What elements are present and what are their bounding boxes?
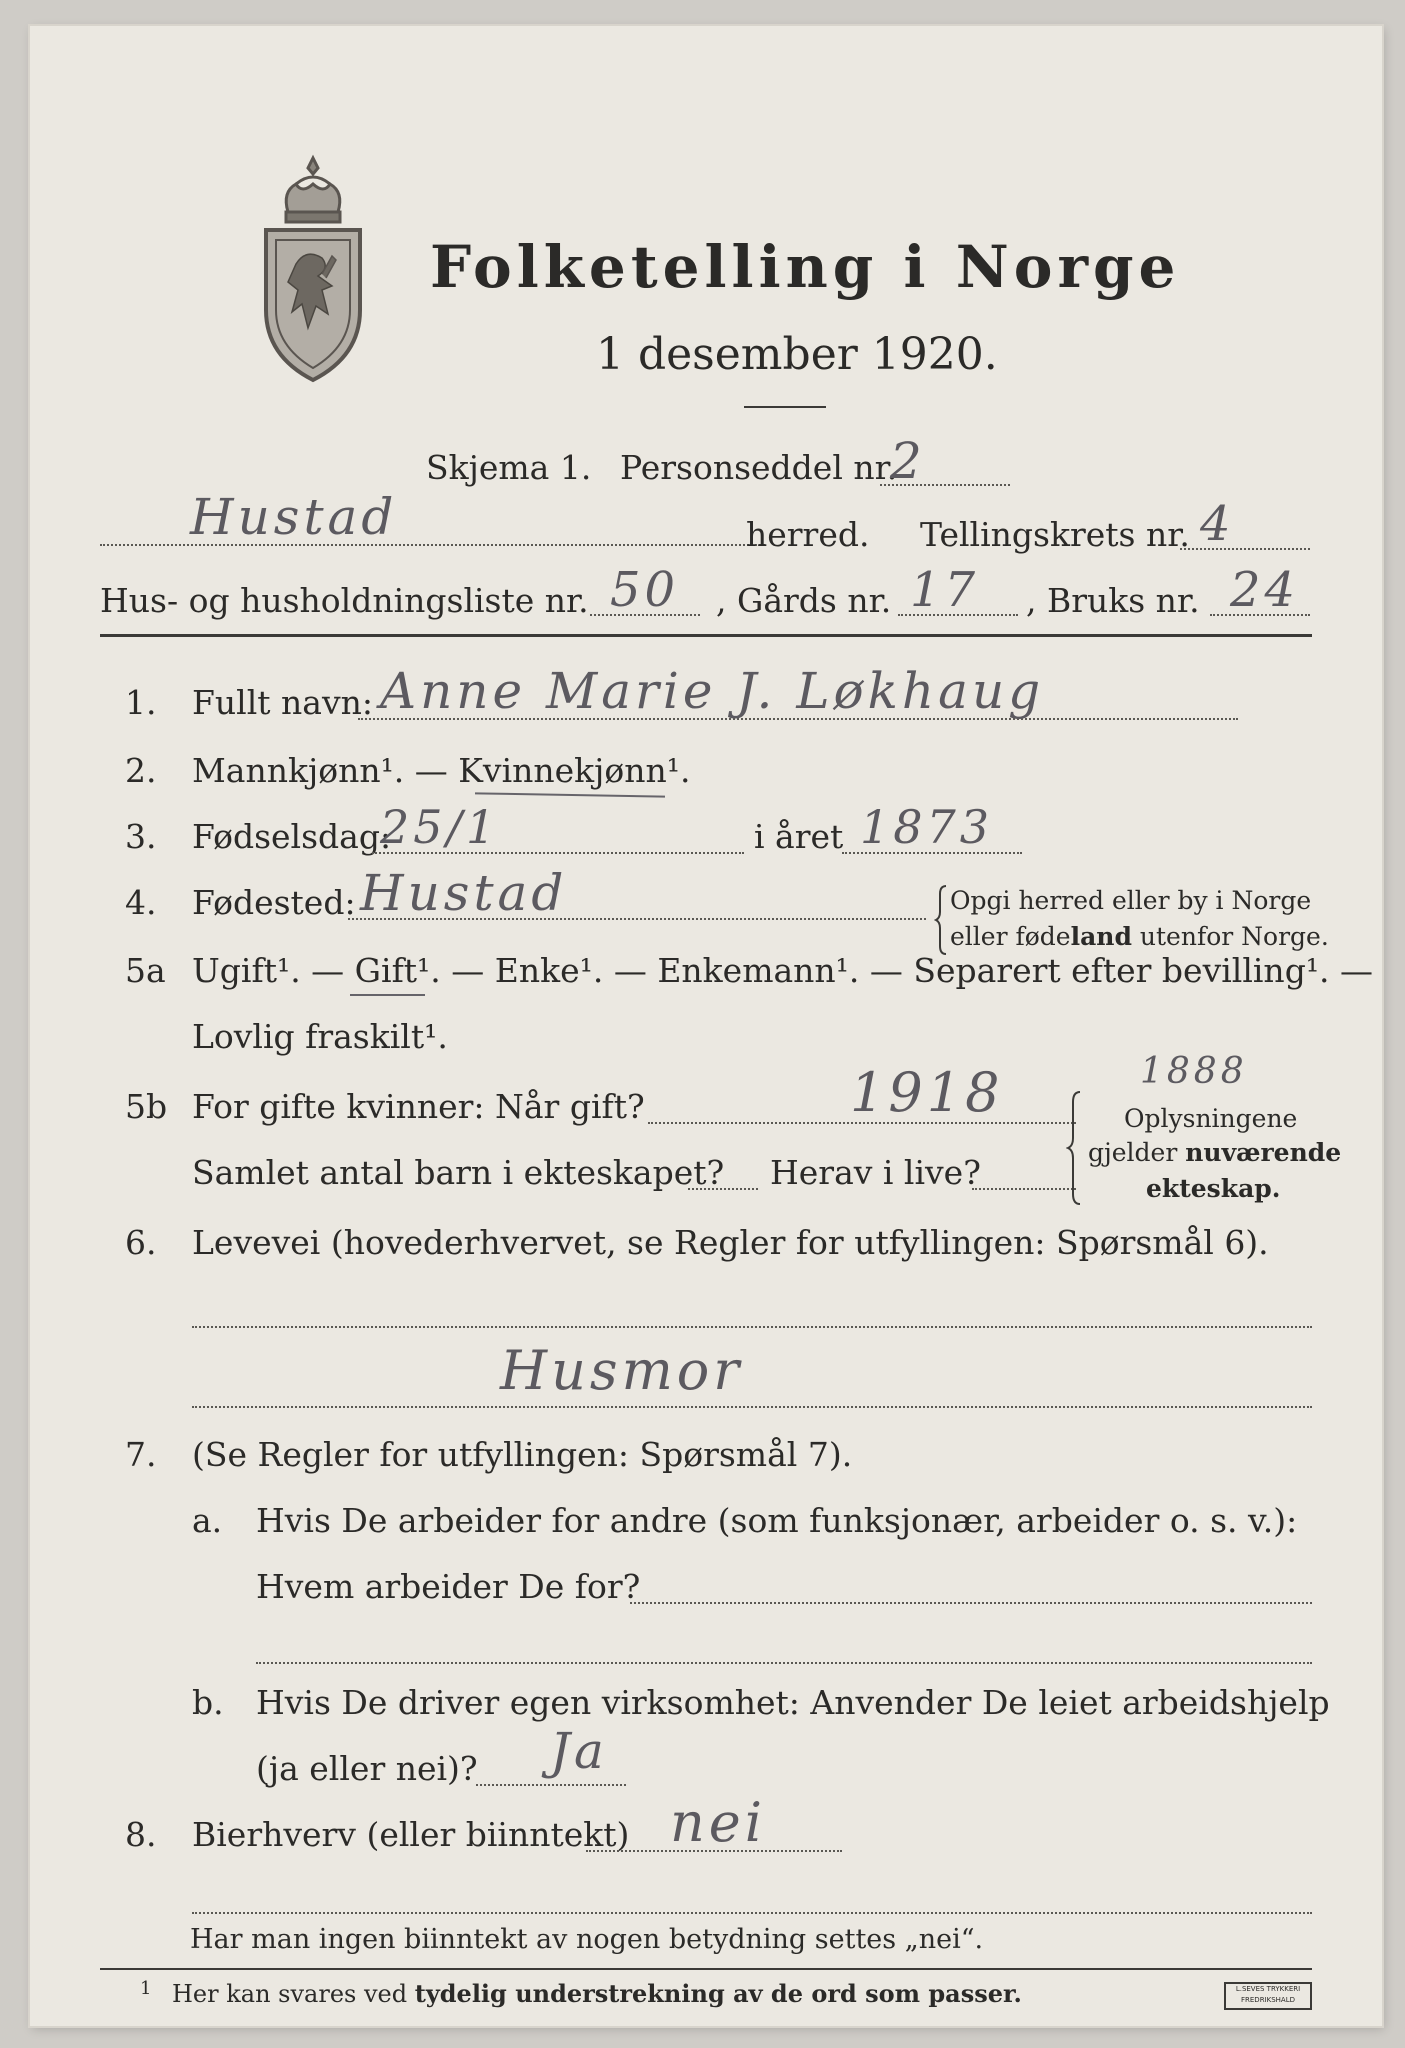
- husholdning-value[interactable]: 50: [610, 562, 680, 618]
- herred-value[interactable]: Hustad: [190, 488, 398, 546]
- tellingskrets-label: Tellingskrets nr.: [920, 515, 1190, 554]
- q4-note-line2: eller fødeland utenfor Norge.: [950, 922, 1329, 951]
- q4-label: Fødested:: [192, 883, 356, 922]
- bruks-value[interactable]: 24: [1230, 562, 1300, 618]
- q1-number: 1.: [125, 683, 157, 722]
- footnote-rule: [100, 1968, 1312, 1970]
- personseddel-value[interactable]: 2: [890, 432, 926, 490]
- q3-number: 3.: [125, 817, 157, 856]
- header-divider: [100, 634, 1312, 637]
- q5b-note-line1: Oplysningene: [1124, 1104, 1298, 1133]
- q7a-line2: Hvem arbeider De for?: [256, 1567, 641, 1606]
- tellingskrets-value[interactable]: 4: [1200, 496, 1235, 552]
- q4-number: 4.: [125, 883, 157, 922]
- gift-underline: [350, 994, 425, 996]
- q7b-number: b.: [192, 1683, 224, 1722]
- q5b-children-label: Samlet antal barn i ekteskapet?: [192, 1153, 725, 1192]
- q8-label: Bierhverv (eller biinntekt): [192, 1815, 630, 1854]
- q2-number: 2.: [125, 751, 157, 790]
- q1-label: Fullt navn:: [192, 683, 373, 722]
- birth-year-value[interactable]: 1873: [860, 800, 994, 854]
- gards-value[interactable]: 17: [910, 562, 980, 618]
- birthplace-value[interactable]: Hustad: [360, 864, 568, 922]
- marriage-year-value[interactable]: 1918: [850, 1061, 1004, 1124]
- husholdning-label: Hus- og husholdningsliste nr.: [100, 581, 589, 620]
- q5a-number: 5a: [125, 951, 166, 990]
- kvinnekjonn-underline: [475, 792, 665, 797]
- norway-coat-of-arms-icon: [258, 154, 368, 384]
- full-name-value[interactable]: Anne Marie J. Løkhaug: [380, 662, 1045, 720]
- q7a-line1: Hvis De arbeider for andre (som funksjonær, arbeider o. s. v.):: [256, 1501, 1298, 1540]
- q7a-number: a.: [192, 1501, 223, 1540]
- q4-note-line1: Opgi herred eller by i Norge: [950, 886, 1312, 915]
- nei-note: Har man ingen biinntekt av nogen betydning settes „nei“.: [190, 1924, 984, 1955]
- hired-help-value[interactable]: Ja: [550, 1722, 608, 1780]
- marital-status-options-2: Lovlig fraskilt¹.: [192, 1017, 448, 1056]
- year-label: i året: [754, 817, 844, 856]
- q8-number: 8.: [125, 1815, 157, 1854]
- q6-number: 6.: [125, 1223, 157, 1262]
- q6-label: Levevei (hovederhvervet, se Regler for utfyllingen: Spørsmål 6).: [192, 1223, 1269, 1262]
- census-date: 1 desember 1920.: [596, 329, 998, 380]
- q7-label: (Se Regler for utfyllingen: Spørsmål 7).: [192, 1435, 853, 1474]
- q7b-line1: Hvis De driver egen virksomhet: Anvender De leiet arbeidshjelp: [256, 1683, 1330, 1722]
- side-income-value[interactable]: nei: [670, 1791, 767, 1854]
- marriage-year-above: 1888: [1140, 1051, 1248, 1092]
- q7b-line2: (ja eller nei)?: [256, 1749, 478, 1788]
- printer-stamp: L.SEVES TRYKKERI FREDRIKSHALD: [1224, 1982, 1312, 2010]
- occupation-value[interactable]: Husmor: [500, 1339, 744, 1402]
- gards-label: , Gårds nr.: [716, 581, 892, 620]
- skjema-label: Skjema 1.: [426, 448, 592, 487]
- footnote-text: Her kan svares ved tydelig understrekning av de ord som passer.: [172, 1979, 1022, 2008]
- q5b-note-line3: ekteskap.: [1146, 1174, 1281, 1203]
- birth-date-value[interactable]: 25/1: [380, 800, 500, 854]
- footnote-number: 1: [140, 1978, 152, 1999]
- q5b-label: For gifte kvinner: Når gift?: [192, 1087, 645, 1126]
- title-rule: [744, 406, 826, 408]
- q3-label: Fødselsdag:: [192, 817, 392, 856]
- q5b-number: 5b: [125, 1087, 168, 1126]
- q5b-alive-label: Herav i live?: [770, 1153, 981, 1192]
- q4-note-brace: [934, 884, 948, 956]
- personseddel-label: Personseddel nr.: [620, 448, 898, 487]
- q5b-note-brace: [1066, 1090, 1082, 1210]
- herred-label: herred.: [746, 515, 870, 554]
- bruks-label: , Bruks nr.: [1026, 581, 1200, 620]
- q5b-note-line2: gjelder nuværende: [1088, 1138, 1342, 1167]
- marital-status-options: Ugift¹. — Gift¹. — Enke¹. — Enkemann¹. — Separert efter bevilling¹. —: [192, 951, 1374, 990]
- q7-number: 7.: [125, 1435, 157, 1474]
- gender-options: Mannkjønn¹. — Kvinnekjønn¹.: [192, 751, 691, 790]
- form-title: Folketelling i Norge: [430, 233, 1181, 301]
- census-form-page: [30, 26, 1382, 2026]
